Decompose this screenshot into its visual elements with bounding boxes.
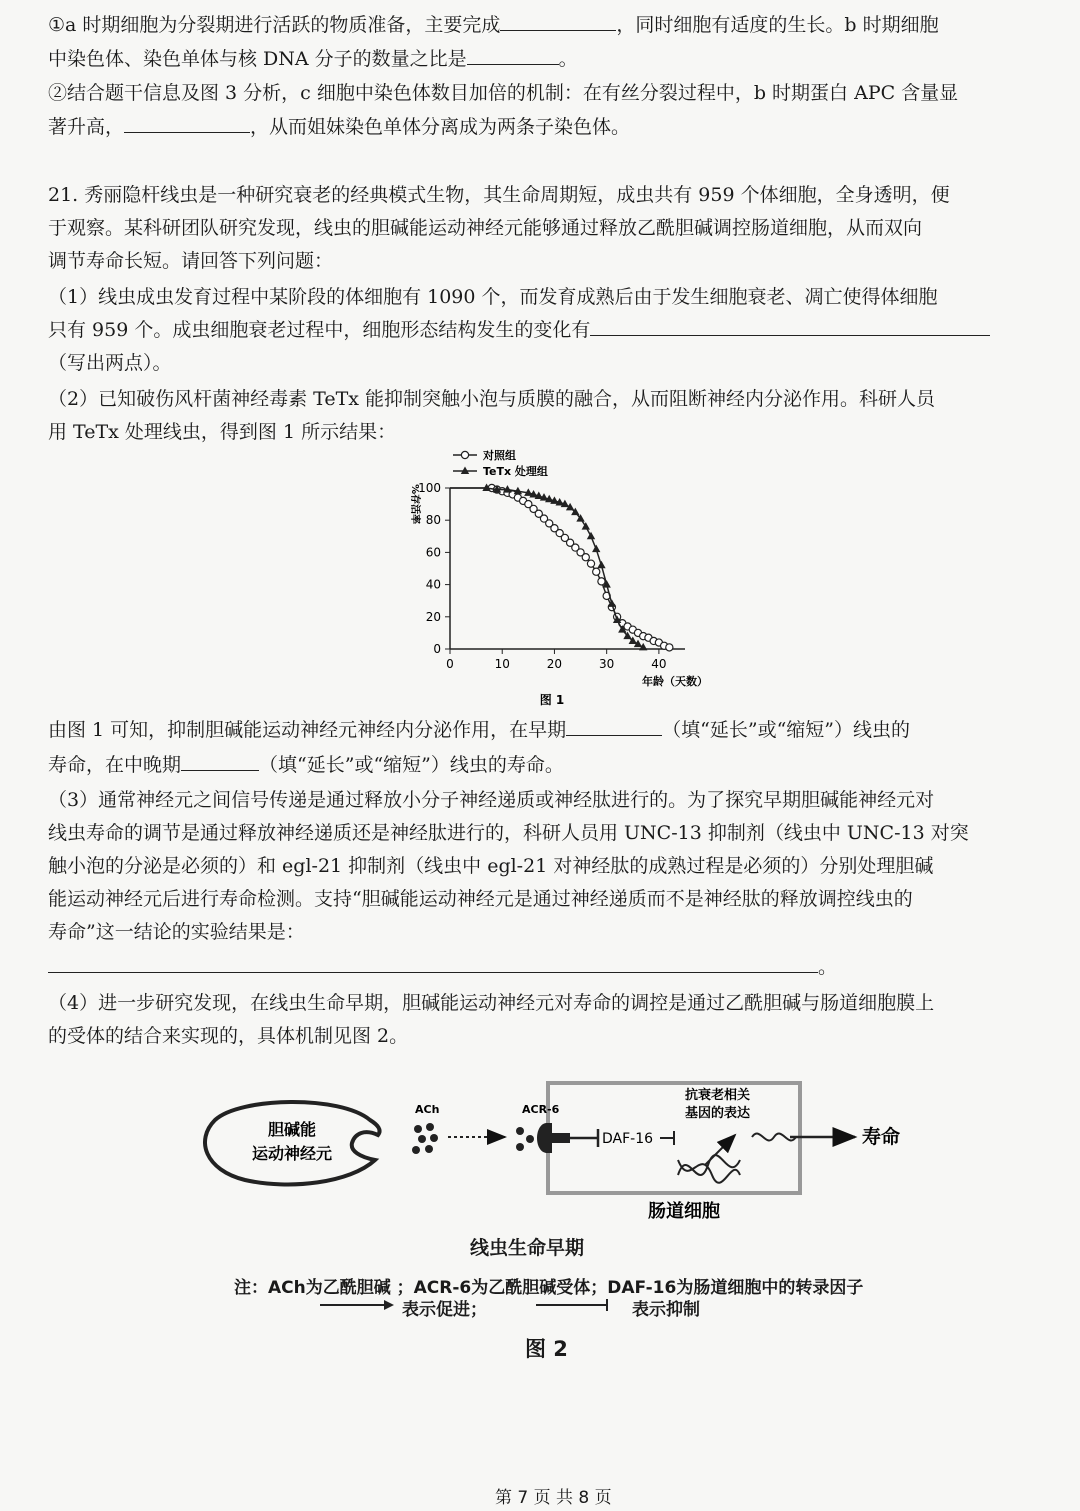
sub2-line-2: 用 TeTx 处理线虫，得到图 1 所示结果： (48, 421, 397, 443)
lifespan-label: 寿命 (862, 1126, 901, 1148)
y-tick-label: 80 (425, 513, 441, 528)
legend-inhibit-text: 表示抑制 (632, 1300, 700, 1320)
data-point (582, 554, 589, 561)
answer-blank[interactable] (566, 717, 662, 736)
y-tick-label: 100 (418, 481, 441, 495)
x-tick-label: 40 (651, 657, 667, 671)
q20-line-1: ①a 时期细胞为分裂期进行活跃的物质准备，主要完成 ，同时细胞有适度的生长。b 时期细胞 (48, 14, 939, 36)
sub3-line-3: 触小泡的分泌是必须的）和 egl-21 抑制剂（线虫中 egl-21 对神经肽的成熟过程是必须的）分别处理胆碱 (48, 855, 934, 877)
y-tick-label: 60 (425, 545, 441, 560)
gene-label-2: 基因的表达 (685, 1106, 751, 1121)
q20-line-3: ②结合题干信息及图 3 分析，c 细胞中染色体数目加倍的机制：在有丝分裂过程中，b 时期蛋白 APC 含量显 (48, 82, 959, 104)
sub3-line-5: 寿命”这一结论的实验结果是： (48, 921, 305, 943)
figure-1-caption: 图 1 (539, 693, 565, 707)
ach-label: ACh (415, 1103, 440, 1116)
expression-arrow (705, 1135, 735, 1165)
q20-line-2: 中染色体、染色单体与核 DNA 分子的数量之比是 。 (48, 48, 578, 70)
legend-marker (461, 451, 468, 458)
y-axis-label: %存活率 (409, 484, 420, 525)
data-point (598, 578, 605, 585)
answer-blank[interactable] (500, 12, 616, 31)
x-tick-label: 0 (446, 657, 454, 671)
ach-molecules (412, 1123, 438, 1154)
legend-label: TeTx 处理组 (483, 465, 548, 478)
answer-blank[interactable] (124, 114, 250, 133)
legend-promote-text: 表示促进； (402, 1300, 487, 1320)
x-tick-label: 30 (599, 657, 615, 671)
figure-2-stage-label: 线虫生命早期 (470, 1237, 585, 1259)
legend-label: 对照组 (483, 449, 516, 462)
daf16-label: DAF-16 (602, 1131, 654, 1147)
sub4-line-1: （4）进一步研究发现，在线虫生命早期，胆碱能运动神经元对寿命的调控是通过乙酰胆碱与肠道细胞膜上 (48, 992, 935, 1014)
gene-label-1: 抗衰老相关 (685, 1088, 751, 1103)
figure-1-survival-chart (395, 440, 715, 710)
figure-2-mechanism-diagram (200, 1075, 920, 1255)
acr6-label: ACR-6 (522, 1103, 560, 1116)
acr6-receptor-shape (537, 1123, 552, 1153)
figure-2-note: 注：ACh为乙酰胆碱 ；ACR-6为乙酰胆碱受体；DAF-16为肠道细胞中的转录因子 (234, 1278, 864, 1298)
y-tick-label: 40 (425, 577, 441, 592)
sub3-line-4: 能运动神经元后进行寿命检测。支持“胆碱能运动神经元是通过神经递质而不是神经肽的释放调控线虫的 (48, 888, 913, 910)
page-footer: 第 7 页 共 8 页 (495, 1488, 612, 1508)
x-tick-label: 10 (494, 657, 510, 671)
x-tick-label: 20 (546, 657, 563, 671)
sub2-line-3: 由图 1 可知，抑制胆碱能运动神经元神经内分泌作用，在早期 （填“延长”或“缩短”）线虫的 (48, 719, 911, 741)
y-tick-label: 20 (425, 609, 441, 624)
ach-bound (516, 1127, 534, 1151)
neuron-label-2: 运动神经元 (251, 1144, 333, 1163)
sub2-line-4: 寿命，在中晚期 （填“延长”或“缩短”）线虫的寿命。 (48, 754, 564, 776)
q21-stem-1: 21. 秀丽隐杆线虫是一种研究衰老的经典模式生物，其生命周期短，成虫共有 959 个体细胞，全身透明，便 (48, 184, 950, 206)
legend-inhibit-arrow (534, 1298, 614, 1312)
dna-helix-shape (678, 1155, 740, 1183)
neuron-label-1: 胆碱能 (267, 1120, 317, 1139)
data-point (597, 561, 605, 569)
q21-stem-3: 调节寿命长短。请回答下列问题： (48, 250, 334, 272)
legend-promote-arrow (318, 1298, 398, 1312)
q21-stem-2: 于观察。某科研团队研究发现，线虫的胆碱能运动神经元能够通过释放乙酰胆碱调控肠道细胞，从而双向 (48, 217, 923, 239)
series-line-1 (450, 488, 669, 647)
answer-blank[interactable] (181, 752, 259, 771)
sub3-line-1: （3）通常神经元之间信号传递是通过释放小分子神经递质或神经肽进行的。为了探究早期胆碱能神经元对 (48, 789, 935, 811)
intestinal-cell-label: 肠道细胞 (648, 1201, 720, 1222)
series-line-2 (450, 488, 643, 647)
y-tick-label: 0 (433, 642, 441, 656)
q20-line-4: 著升高， ，从而姐妹染色单体分离成为两条子染色体。 (48, 116, 631, 138)
answer-blank[interactable] (467, 46, 559, 65)
answer-blank[interactable] (590, 317, 990, 336)
data-point (592, 545, 600, 553)
sub4-line-2: 的受体的结合来实现的，具体机制见图 2。 (48, 1025, 409, 1047)
mrna-wave-shape (752, 1134, 796, 1141)
data-point (593, 568, 600, 575)
data-point (587, 532, 595, 540)
sub1-line-1: （1）线虫成虫发育过程中某阶段的体细胞有 1090 个，而发育成熟后由于发生细胞衰老、凋亡使得体细胞 (48, 286, 938, 308)
sub3-line-2: 线虫寿命的调节是通过释放神经递质还是神经肽进行的，科研人员用 UNC-13 抑制剂（线虫中 UNC-13 对突 (48, 822, 969, 844)
sub3-line-6: 。 (48, 952, 837, 979)
data-point (587, 560, 594, 567)
x-axis-label: 年龄（天数） (642, 675, 708, 688)
sub1-line-3: （写出两点）。 (48, 352, 172, 374)
sub2-line-1: （2）已知破伤风杆菌神经毒素 TeTx 能抑制突触小泡与质膜的融合，从而阻断神经内分泌作用。科研人员 (48, 388, 936, 410)
answer-blank[interactable] (48, 954, 818, 973)
sub1-line-2: 只有 959 个。成虫细胞衰老过程中，细胞形态结构发生的变化有 (48, 315, 990, 342)
data-point (666, 644, 673, 651)
figure-2-caption: 图 2 (525, 1337, 568, 1361)
